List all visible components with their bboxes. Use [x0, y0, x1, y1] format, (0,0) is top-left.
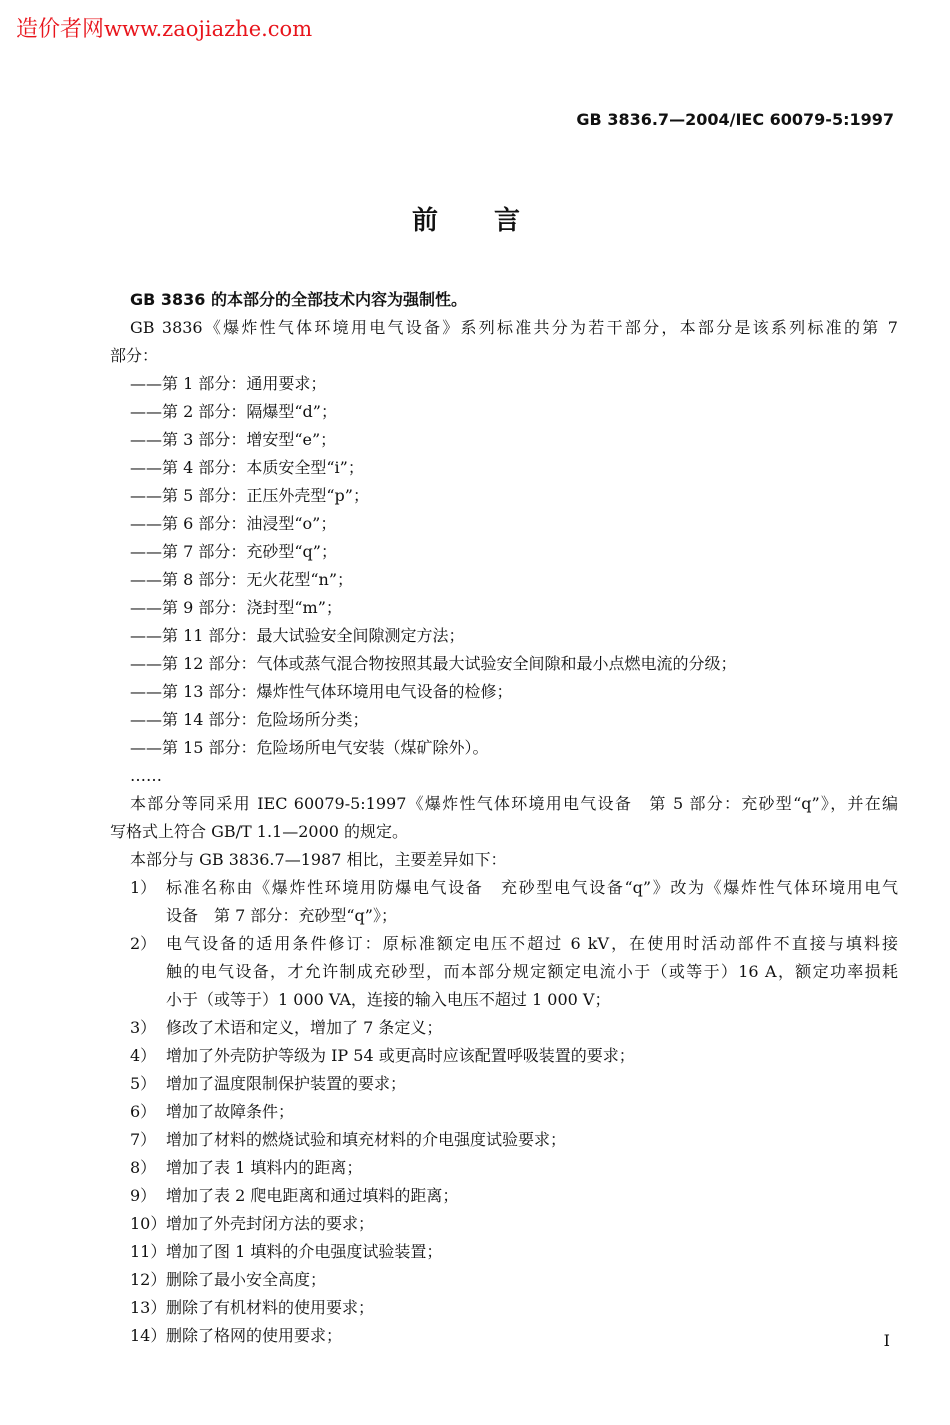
difference-item — [110, 1154, 898, 1182]
part-list-item: ——第 5 部分：正压外壳型“p”； — [130, 486, 369, 505]
difference-item — [110, 1042, 898, 1070]
difference-number: 3） — [130, 1018, 157, 1037]
difference-item — [110, 1266, 898, 1294]
part-list-item: ——第 15 部分：危险场所电气安装（煤矿除外）。 — [130, 738, 489, 757]
difference-item — [110, 930, 898, 958]
parts-list — [110, 370, 898, 762]
difference-number: 13） — [130, 1298, 167, 1317]
part-list-item: ——第 2 部分：隔爆型“d”； — [130, 402, 337, 421]
difference-text: 删除了有机材料的使用要求； — [166, 1298, 375, 1317]
difference-number: 11） — [130, 1242, 167, 1261]
mandatory-statement: GB 3836 的本部分的全部技术内容为强制性。 — [130, 290, 468, 309]
difference-item — [110, 1294, 898, 1322]
difference-item — [110, 1322, 898, 1350]
part-list-item: ——第 8 部分：无火花型“n”； — [130, 570, 354, 589]
adoption-line-1: 本部分等同采用 IEC 60079-5:1997《爆炸性气体环境用电气设备 第 5 部分：充砂型“q”》，并在编 — [130, 794, 898, 813]
watermark-url: www.zaojiazhe.com — [104, 17, 313, 41]
part-list-item: ——第 13 部分：爆炸性气体环境用电气设备的检修； — [130, 682, 513, 701]
standard-code: GB 3836.7—2004/IEC 60079-5:1997 — [576, 110, 894, 129]
part-list-item: ——第 9 部分：浇封型“m”； — [130, 598, 342, 617]
difference-number: 14） — [130, 1326, 167, 1345]
differences-intro: 本部分与 GB 3836.7—1987 相比，主要差异如下： — [130, 850, 507, 869]
part-list-item: ——第 14 部分：危险场所分类； — [130, 710, 369, 729]
difference-text-continued: 触的电气设备，才允许制成充砂型，而本部分规定额定电流小于（或等于）16 A，额定功率损耗 — [166, 962, 898, 981]
difference-item — [110, 1238, 898, 1266]
difference-text: 增加了外壳防护等级为 IP 54 或更高时应该配置呼吸装置的要求； — [166, 1046, 635, 1065]
part-list-item: ——第 1 部分：通用要求； — [130, 374, 327, 393]
part-list-item: ——第 6 部分：油浸型“o”； — [130, 514, 337, 533]
difference-text-continued: 设备 第 7 部分：充砂型“q”》； — [166, 906, 397, 925]
differences-list — [110, 874, 898, 1350]
difference-item — [110, 1098, 898, 1126]
part-list-item: ——第 12 部分：气体或蒸气混合物按照其最大试验安全间隙和最小点燃电流的分级； — [130, 654, 737, 673]
difference-number: 9） — [130, 1186, 157, 1205]
difference-text: 删除了最小安全高度； — [166, 1270, 327, 1289]
difference-text: 增加了表 1 填料内的距离； — [166, 1158, 363, 1177]
part-list-item: ——第 7 部分：充砂型“q”； — [130, 542, 337, 561]
difference-number: 2） — [130, 934, 157, 953]
difference-text: 修改了术语和定义，增加了 7 条定义； — [166, 1018, 443, 1037]
intro-line-2: 部分： — [110, 346, 159, 365]
part-list-item: ——第 4 部分：本质安全型“i”； — [130, 458, 364, 477]
difference-text: 增加了温度限制保护装置的要求； — [166, 1074, 407, 1093]
watermark — [16, 12, 312, 43]
difference-number: 7） — [130, 1130, 157, 1149]
difference-item — [110, 1182, 898, 1210]
difference-text-continued: 小于（或等于）1 000 VA，连接的输入电压不超过 1 000 V； — [166, 990, 611, 1009]
difference-item — [110, 1014, 898, 1042]
page-title: 前言 — [411, 206, 576, 236]
document-body — [110, 286, 898, 1350]
ellipsis: …… — [130, 766, 162, 785]
difference-number: 1） — [130, 878, 157, 897]
difference-item — [110, 874, 898, 902]
difference-item — [110, 1126, 898, 1154]
watermark-site-name: 造价者网 — [16, 17, 105, 42]
difference-item — [110, 1070, 898, 1098]
part-list-item: ——第 11 部分：最大试验安全间隙测定方法； — [130, 626, 465, 645]
difference-number: 5） — [130, 1074, 157, 1093]
intro-line-1: GB 3836《爆炸性气体环境用电气设备》系列标准共分为若干部分，本部分是该系列标准的第 7 — [130, 318, 898, 337]
difference-number: 8） — [130, 1158, 157, 1177]
difference-text: 增加了外壳封闭方法的要求； — [166, 1214, 375, 1233]
difference-number: 10） — [130, 1214, 167, 1233]
part-list-item: ——第 3 部分：增安型“e”； — [130, 430, 337, 449]
difference-item — [110, 1210, 898, 1238]
difference-text: 增加了材料的燃烧试验和填充材料的介电强度试验要求； — [166, 1130, 567, 1149]
page-number: I — [883, 1331, 890, 1350]
difference-text: 增加了图 1 填料的介电强度试验装置； — [166, 1242, 443, 1261]
difference-text: 增加了故障条件； — [166, 1102, 295, 1121]
difference-number: 6） — [130, 1102, 157, 1121]
difference-text: 增加了表 2 爬电距离和通过填料的距离； — [166, 1186, 459, 1205]
difference-text: 删除了格网的使用要求； — [166, 1326, 343, 1345]
difference-number: 4） — [130, 1046, 157, 1065]
difference-number: 12） — [130, 1270, 167, 1289]
difference-text: 标准名称由《爆炸性环境用防爆电气设备 充砂型电气设备“q”》改为《爆炸性气体环境用电气 — [166, 878, 898, 897]
adoption-line-2: 写格式上符合 GB/T 1.1—2000 的规定。 — [110, 822, 409, 841]
difference-text: 电气设备的适用条件修订：原标准额定电压不超过 6 kV，在使用时活动部件不直接与填料接 — [166, 934, 898, 953]
